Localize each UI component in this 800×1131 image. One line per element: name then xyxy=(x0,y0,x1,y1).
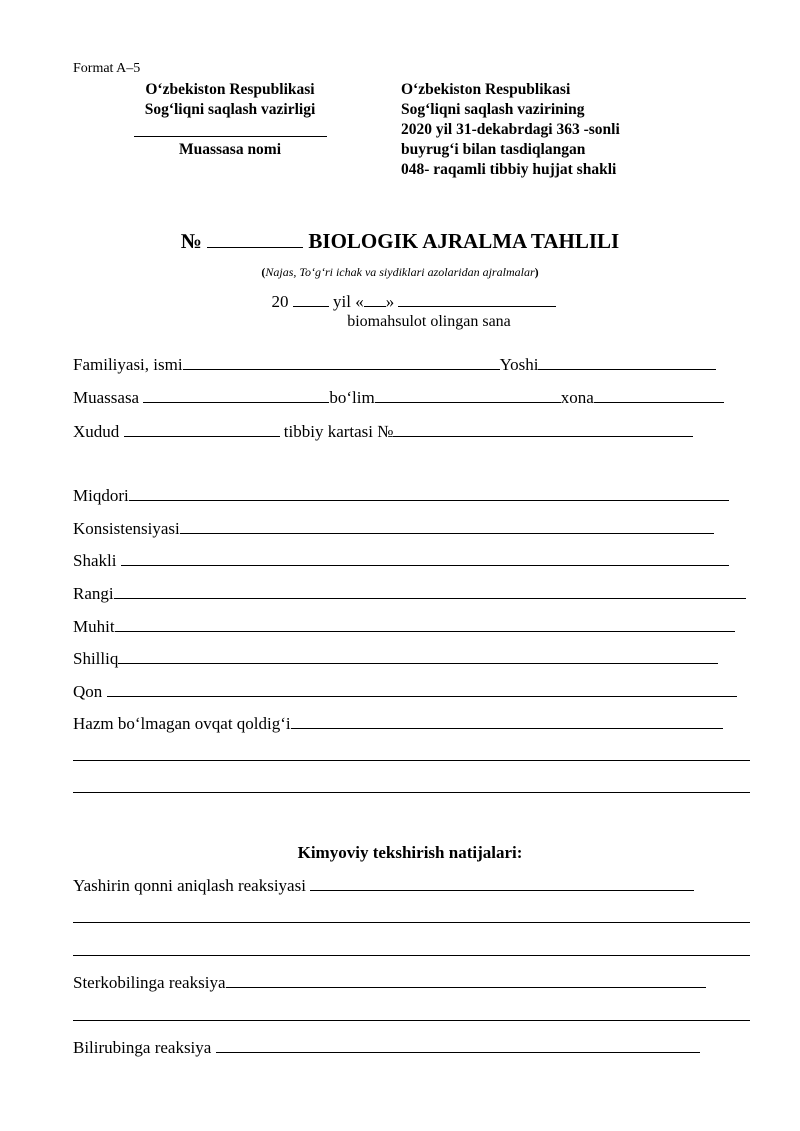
region-row xyxy=(73,421,693,442)
undigested-blank[interactable] xyxy=(291,713,723,729)
header-left-line1: O‘zbekiston Respublikasi xyxy=(145,81,315,98)
stercobilin-line[interactable] xyxy=(73,1020,750,1021)
format-label: Format A–5 xyxy=(73,61,141,76)
room-blank[interactable] xyxy=(594,387,724,403)
mucus-label: Shilliq xyxy=(73,649,119,668)
color-row xyxy=(73,583,746,604)
blood-label: Qon xyxy=(73,682,103,701)
age-blank[interactable] xyxy=(538,354,716,370)
header-right-line1: O‘zbekiston Respublikasi xyxy=(401,81,571,98)
department-blank[interactable] xyxy=(375,387,561,403)
blood-row xyxy=(73,681,737,702)
mucus-blank[interactable] xyxy=(118,648,718,664)
region-blank[interactable] xyxy=(124,421,280,437)
amount-blank[interactable] xyxy=(129,485,729,501)
color-label: Rangi xyxy=(73,584,114,603)
consistency-label: Konsistensiyasi xyxy=(73,519,180,538)
institution-label: Muassasa xyxy=(73,388,140,407)
hidden-blood-label: Yashirin qonni aniqlash reaksiyasi xyxy=(73,876,306,895)
undigested-row xyxy=(73,713,723,734)
chemical-heading: Kimyoviy tekshirish natijalari: xyxy=(297,843,523,862)
title-text: BIOLOGIK AJRALMA TAHLILI xyxy=(308,229,620,253)
hidden-blood-row xyxy=(73,875,694,896)
institution-blank[interactable] xyxy=(143,387,329,403)
hidden-blood-line-1[interactable] xyxy=(73,922,750,923)
header-right xyxy=(401,80,620,180)
document-number-blank[interactable] xyxy=(207,229,303,248)
document-title xyxy=(0,229,800,254)
consistency-row xyxy=(73,518,714,539)
card-number-blank[interactable] xyxy=(393,421,693,437)
medium-blank[interactable] xyxy=(115,616,735,632)
bilirubin-blank[interactable] xyxy=(216,1037,700,1053)
document-subtitle: (Najas, To‘g‘ri ichak va siydiklari azolaridan ajralmalar) xyxy=(261,265,539,279)
region-label: Xudud xyxy=(73,422,120,441)
shape-label: Shakli xyxy=(73,551,117,570)
shape-blank[interactable] xyxy=(121,550,729,566)
department-label: bo‘lim xyxy=(329,388,375,407)
color-blank[interactable] xyxy=(114,583,746,599)
sample-date-caption: biomahsulot olingan sana xyxy=(347,313,511,330)
extra-line-2[interactable] xyxy=(73,792,750,793)
header-left-caption: Muassasa nomi xyxy=(178,141,282,158)
name-label: Familiyasi, ismi xyxy=(73,355,183,374)
institution-row xyxy=(73,387,724,408)
institution-name-blank[interactable] xyxy=(110,120,350,140)
header-left xyxy=(110,80,350,160)
medium-label: Muhit xyxy=(73,617,115,636)
room-label: xona xyxy=(560,388,594,407)
header-right-line2: Sog‘liqni saqlash vazirining xyxy=(401,101,585,118)
hidden-blood-line-2[interactable] xyxy=(73,955,750,956)
bilirubin-label: Bilirubinga reaksiya xyxy=(73,1038,212,1057)
hidden-blood-blank[interactable] xyxy=(310,875,694,891)
stercobilin-row xyxy=(73,972,706,993)
year-word: yil « xyxy=(333,292,364,311)
name-blank[interactable] xyxy=(183,354,500,370)
year-blank[interactable] xyxy=(293,291,329,307)
month-blank[interactable] xyxy=(398,291,556,307)
age-label: Yoshi xyxy=(499,355,539,374)
shape-row xyxy=(73,550,729,571)
bilirubin-row xyxy=(73,1037,700,1058)
subtitle-text: Najas, To‘g‘ri ichak va siydiklari azolaridan ajralmalar xyxy=(265,265,535,279)
number-sign: № xyxy=(180,229,202,253)
amount-row xyxy=(73,485,729,506)
amount-label: Miqdori xyxy=(73,486,129,505)
undigested-label: Hazm bo‘lmagan ovqat qoldig‘i xyxy=(73,714,291,733)
header-right-line4: buyrug‘i bilan tasdiqlangan xyxy=(401,141,586,158)
stercobilin-label: Sterkobilinga reaksiya xyxy=(73,973,226,992)
consistency-blank[interactable] xyxy=(180,518,714,534)
header-left-line2: Sog‘liqni saqlash vazirligi xyxy=(144,101,316,118)
mucus-row xyxy=(73,648,718,669)
stercobilin-blank[interactable] xyxy=(226,972,706,988)
blood-blank[interactable] xyxy=(107,681,737,697)
card-label: tibbiy kartasi № xyxy=(283,422,394,441)
header-right-line3: 2020 yil 31-dekabrdagi 363 -sonli xyxy=(401,121,620,138)
header-right-line5: 048- raqamli tibbiy hujjat shakli xyxy=(401,161,617,178)
medium-row xyxy=(73,616,735,637)
extra-line-1[interactable] xyxy=(73,760,750,761)
year-prefix: 20 xyxy=(271,292,289,311)
day-blank[interactable] xyxy=(364,291,386,307)
sample-date-line xyxy=(0,291,800,312)
patient-name-row xyxy=(73,354,716,375)
close-quote: » xyxy=(385,292,395,311)
